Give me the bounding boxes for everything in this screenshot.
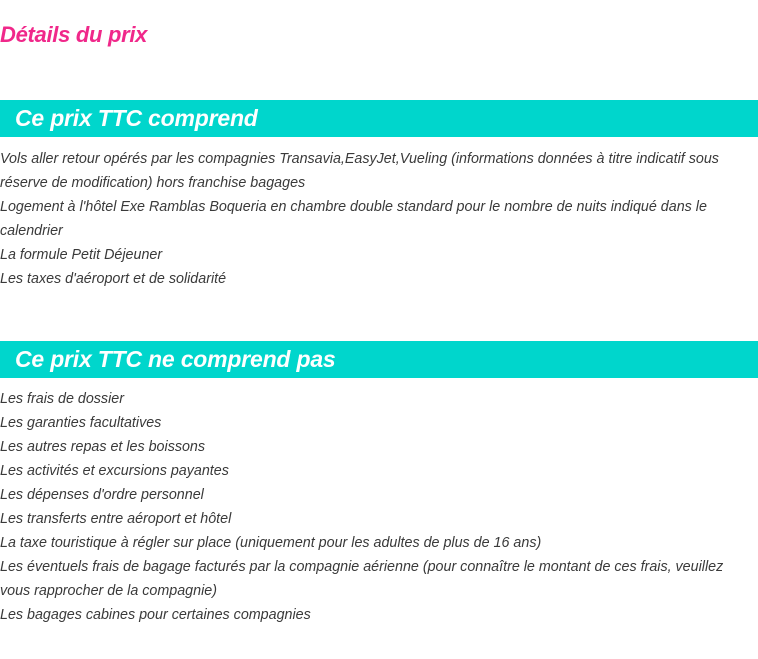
section-heading-excludes: Ce prix TTC ne comprend pas bbox=[0, 341, 758, 378]
excluded-items-list bbox=[0, 387, 758, 627]
included-items-list bbox=[0, 147, 758, 291]
list-item: Les dépenses d'ordre personnel bbox=[0, 487, 204, 503]
list-item: Les transferts entre aéroport et hôtel bbox=[0, 511, 232, 527]
list-item: Les frais de dossier bbox=[0, 391, 124, 407]
list-item: Les garanties facultatives bbox=[0, 415, 162, 431]
list-item: Les éventuels frais de bagage facturés par la compagnie aérienne (pour connaître le montant de ces frais, veuillez vous rapprocher de la compagnie) bbox=[0, 559, 724, 599]
list-item: Les autres repas et les boissons bbox=[0, 439, 206, 455]
list-item: La formule Petit Déjeuner bbox=[0, 247, 163, 263]
list-item: Les bagages cabines pour certaines compagnies bbox=[0, 607, 311, 623]
list-item: Vols aller retour opérés par les compagnies Transavia,EasyJet,Vueling (informations données à titre indicatif sous réserve de modification) hors franchise bagages bbox=[0, 151, 719, 191]
list-item: Les taxes d'aéroport et de solidarité bbox=[0, 271, 227, 287]
page-title: Détails du prix bbox=[0, 22, 148, 47]
list-item: La taxe touristique à régler sur place (uniquement pour les adultes de plus de 16 ans) bbox=[0, 535, 542, 551]
list-item: Les activités et excursions payantes bbox=[0, 463, 229, 479]
section-heading-includes: Ce prix TTC comprend bbox=[0, 100, 758, 137]
list-item: Logement à l'hôtel Exe Ramblas Boqueria en chambre double standard pour le nombre de nuits indiqué dans le calendrier bbox=[0, 199, 707, 239]
